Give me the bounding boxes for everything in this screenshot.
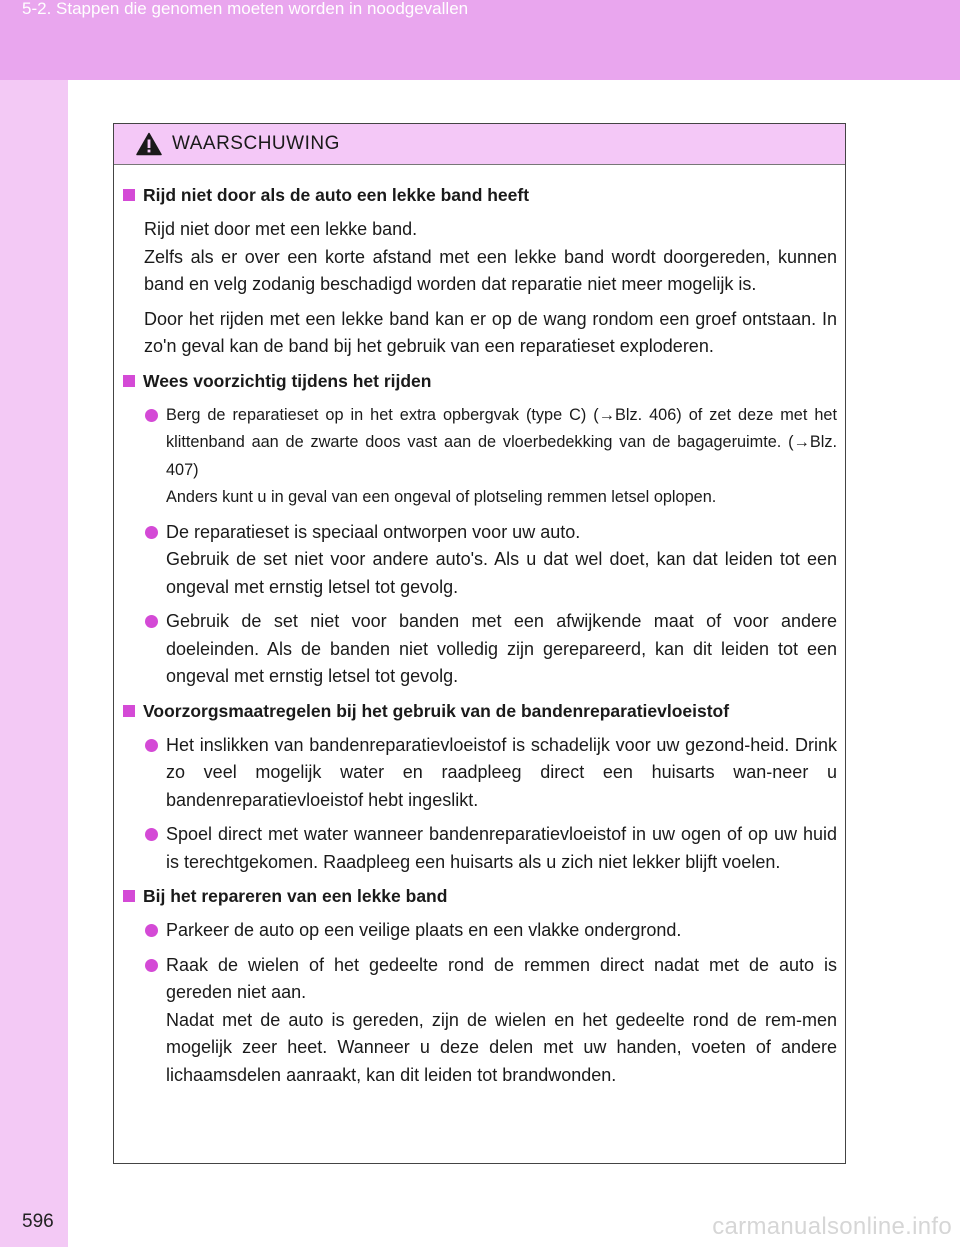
list-item: Het inslikken van bandenreparatievloeistof is schadelijk voor uw gezond-heid. Drink zo veel mogelijk water en raadpleeg direct een huisarts wan-neer u bandenreparatievloeistof hebt ingeslikt.: [144, 732, 837, 815]
section-heading: Rijd niet door als de auto een lekke band heeft: [122, 182, 837, 208]
list-item: Parkeer de auto op een veilige plaats en een vlakke ondergrond.: [144, 917, 837, 945]
list-item: Spoel direct met water wanneer bandenreparatievloeistof in uw ogen of op uw huid is terechtgekomen. Raadpleeg een huisarts als u zich niet lekker blijft voelen.: [144, 821, 837, 876]
paragraph-line: Rijd niet door met een lekke band.: [144, 219, 418, 239]
list-item-text: Gebruik de set niet voor andere auto's. Als u dat wel doet, kan dat leiden tot een ongeval met ernstig letsel tot gevolg.: [166, 549, 837, 597]
warning-header: [114, 124, 845, 165]
list-item: [144, 952, 837, 1090]
warning-content: [114, 165, 845, 1089]
list-item-text: De reparatieset is speciaal ontworpen voor uw auto.: [166, 521, 581, 542]
section-heading: Bij het repareren van een lekke band: [122, 883, 837, 909]
paragraph: [144, 216, 837, 299]
paragraph: Door het rijden met een lekke band kan er op de wang rondom een groef ontstaan. In zo'n geval kan de band bij het gebruik van een reparatieset exploderen.: [144, 308, 837, 356]
section-heading: Wees voorzichtig tijdens het rijden: [122, 368, 837, 394]
list-item: [144, 519, 837, 602]
list-item-text: Raak de wielen of het gedeelte rond de remmen direct nadat met de auto is gereden niet aan.: [166, 954, 837, 1002]
warning-box: [113, 123, 846, 1164]
list-item-text: Anders kunt u in geval van een ongeval of plotseling remmen letsel oplopen.: [166, 488, 717, 506]
top-band: [0, 0, 960, 80]
warning-triangle-icon: [136, 132, 162, 156]
paragraph-line: Zelfs als er over een korte afstand met een lekke band wordt doorgereden, kunnen band en velg zodanig beschadigd worden dat reparatie niet meer mogelijk is.: [144, 246, 837, 294]
list-item: Gebruik de set niet voor banden met een afwijkende maat of voor andere doeleinden. Als de banden niet volledig zijn gerepareerd, kan dit leiden tot een ongeval met ernstig letsel tot gevolg.: [144, 608, 837, 691]
page-number: 596: [22, 1211, 54, 1232]
list-item-text: Berg de reparatieset op in het extra opbergvak (type C) (→Blz. 406) of zet deze met het klittenband aan de zwarte doos vast aan de vloerbedekking van de bagageruimte. (→Blz. 407): [166, 405, 837, 479]
section-header: 5-2. Stappen die genomen moeten worden in noodgevallen: [22, 0, 469, 18]
left-band: [0, 80, 68, 1247]
list-item: [144, 402, 837, 512]
warning-title: WAARSCHUWING: [172, 133, 340, 154]
section-heading: Voorzorgsmaatregelen bij het gebruik van de bandenreparatievloeistof: [122, 698, 837, 724]
list-item-text: Nadat met de auto is gereden, zijn de wielen en het gedeelte rond de rem-men mogelijk zeer heet. Wanneer u deze delen met uw handen, voeten of andere lichaamsdelen aanraakt, kan dit leiden tot brandwonden.: [166, 1009, 837, 1085]
watermark: carmanualsonline.info: [712, 1213, 952, 1240]
